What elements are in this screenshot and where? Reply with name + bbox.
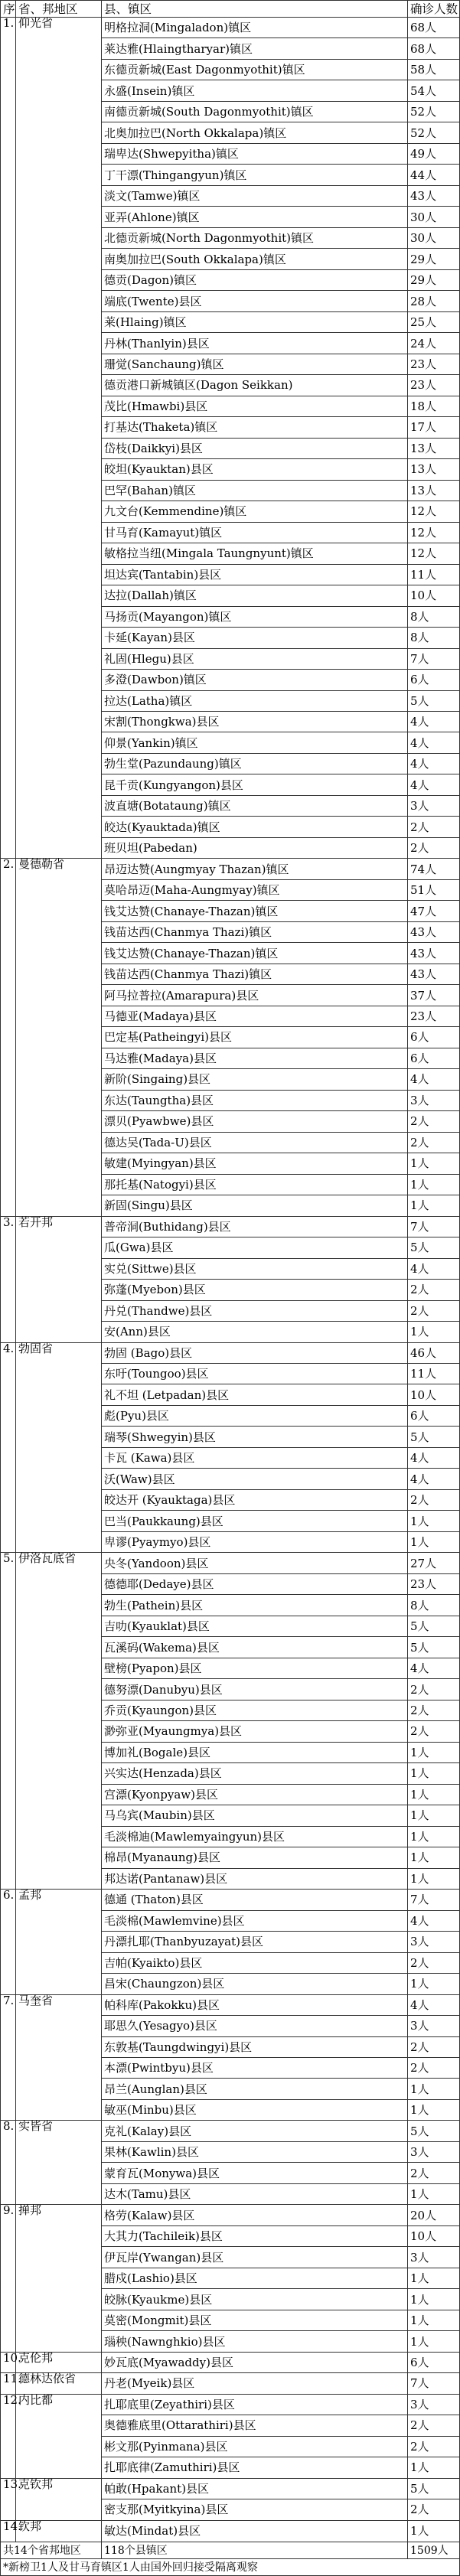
case-count-cell: 23人	[408, 1006, 460, 1026]
case-count-cell: 5人	[408, 1637, 460, 1658]
case-count-cell: 29人	[408, 269, 460, 290]
township-cell: 勃生堂(Pazundaung)镇区	[102, 753, 408, 774]
case-count-cell: 29人	[408, 249, 460, 269]
group-state-name: 克伦邦	[16, 2352, 102, 2372]
group-number: 13.	[1, 2478, 16, 2520]
case-count-cell: 43人	[408, 185, 460, 206]
township-cell: 拉达(Latha)镇区	[102, 690, 408, 711]
case-count-cell: 2人	[408, 1700, 460, 1720]
case-count-cell: 12人	[408, 501, 460, 522]
case-count-cell: 18人	[408, 396, 460, 416]
township-cell: 帕敢(Hpakant)县区	[102, 2478, 408, 2499]
case-count-cell: 6人	[408, 2352, 460, 2372]
total-towns: 118个县镇区	[102, 2542, 408, 2559]
group-number: 3.	[1, 1216, 16, 1342]
case-count-cell: 1人	[408, 1153, 460, 1174]
case-count-cell: 4人	[408, 732, 460, 753]
case-count-cell: 6人	[408, 670, 460, 690]
case-count-cell: 3人	[408, 1090, 460, 1110]
case-count-cell: 1人	[408, 1847, 460, 1868]
case-count-cell: 10人	[408, 2225, 460, 2246]
case-count-cell: 4人	[408, 1910, 460, 1931]
group-state-name: 勃固省	[16, 1342, 102, 1553]
township-cell: 昆千贡(Kungyangon)县区	[102, 774, 408, 795]
township-cell: 伊瓦岸(Ywangan)县区	[102, 2247, 408, 2268]
township-cell: 多澄(Dawbon)镇区	[102, 670, 408, 690]
township-cell: 勃固 (Bago)县区	[102, 1342, 408, 1363]
case-count-cell: 2人	[408, 1280, 460, 1300]
township-cell: 瑙秧(Nawnghkio)县区	[102, 2331, 408, 2352]
group-number: 5.	[1, 1553, 16, 1890]
township-cell: 瓦溪码(Wakema)县区	[102, 1637, 408, 1658]
group-state-name: 若开邦	[16, 1216, 102, 1342]
case-count-cell: 3人	[408, 1932, 460, 1952]
township-cell: 卑谬(Pyaymyo)县区	[102, 1531, 408, 1552]
case-count-cell: 68人	[408, 38, 460, 59]
township-cell: 那托基(Natogyi)县区	[102, 1174, 408, 1195]
case-count-cell: 1人	[408, 1763, 460, 1784]
township-cell: 钱苗达西(Chanmya Thazi)镇区	[102, 921, 408, 942]
case-count-cell: 25人	[408, 311, 460, 332]
township-cell: 北德贡新城(North Dagonmyothit)镇区	[102, 227, 408, 248]
township-cell: 东德贡新城(East Dagonmyothit)镇区	[102, 59, 408, 80]
case-count-cell: 23人	[408, 1573, 460, 1594]
case-count-cell: 2人	[408, 837, 460, 858]
case-count-cell: 6人	[408, 1405, 460, 1426]
township-cell: 达木(Tamu)县区	[102, 2183, 408, 2204]
case-count-cell: 5人	[408, 2478, 460, 2499]
case-count-cell: 3人	[408, 2016, 460, 2036]
group-state-name: 实皆省	[16, 2121, 102, 2205]
case-count-cell: 2人	[408, 1952, 460, 1973]
township-cell: 卡延(Kayan)县区	[102, 628, 408, 648]
case-count-cell: 10人	[408, 585, 460, 606]
case-count-cell: 1人	[408, 2457, 460, 2478]
township-cell: 德贡港口新城镇区(Dagon Seikkan)	[102, 375, 408, 396]
case-count-cell: 2人	[408, 2163, 460, 2183]
township-cell: 皎坦(Kyauktan)县区	[102, 459, 408, 480]
table-row	[1, 1553, 460, 1573]
group-number: 14.	[1, 2520, 16, 2542]
case-count-cell: 2人	[408, 2057, 460, 2078]
township-cell: 本漂(Pwintbyu)县区	[102, 2057, 408, 2078]
case-count-cell: 52人	[408, 122, 460, 143]
case-count-cell: 11人	[408, 564, 460, 585]
township-cell: 九文台(Kemmendine)镇区	[102, 501, 408, 522]
township-cell: 宋割(Thongkwa)县区	[102, 711, 408, 732]
township-cell: 南德贡新城(South Dagonmyothit)镇区	[102, 101, 408, 122]
township-cell: 北奥加拉巴(North Okkalapa)镇区	[102, 122, 408, 143]
table-row	[1, 2352, 460, 2372]
case-count-cell: 58人	[408, 59, 460, 80]
township-cell: 淡文(Tamwe)镇区	[102, 185, 408, 206]
case-count-cell: 1人	[408, 1531, 460, 1552]
case-count-cell: 10人	[408, 1384, 460, 1405]
group-number: 4.	[1, 1342, 16, 1553]
township-cell: 安(Ann)县区	[102, 1322, 408, 1342]
group-number: 10.	[1, 2352, 16, 2372]
township-cell: 莱达雅(Hlaingtharyar)镇区	[102, 38, 408, 59]
township-cell: 奥德雅底里(Ottarathiri)县区	[102, 2415, 408, 2436]
case-count-cell: 74人	[408, 859, 460, 879]
case-count-cell: 23人	[408, 375, 460, 396]
township-cell: 央冬(Yandoon)县区	[102, 1553, 408, 1573]
township-cell: 皎达(Kyauktada)镇区	[102, 817, 408, 837]
total-row	[1, 2542, 460, 2559]
township-cell: 克礼(Kalay)县区	[102, 2121, 408, 2141]
group-state-name: 克钦邦	[16, 2478, 102, 2520]
group-state-name: 德林达依省	[16, 2373, 102, 2394]
group-state-name: 孟邦	[16, 1890, 102, 1994]
case-count-cell: 13人	[408, 459, 460, 480]
case-count-cell: 1人	[408, 1805, 460, 1826]
township-cell: 打基达(Thaketa)镇区	[102, 417, 408, 438]
township-cell: 仰景(Yankin)镇区	[102, 732, 408, 753]
township-cell: 蒙育瓦(Monywa)县区	[102, 2163, 408, 2183]
case-count-cell: 54人	[408, 80, 460, 101]
case-count-cell: 2人	[408, 1300, 460, 1321]
case-count-cell: 1人	[408, 1174, 460, 1195]
case-count-cell: 2人	[408, 817, 460, 837]
township-cell: 丁干漂(Thingangyun)镇区	[102, 165, 408, 185]
header-town: 县、镇区	[102, 1, 408, 18]
township-cell: 甘马育(Kamayut)镇区	[102, 522, 408, 543]
case-count-cell: 5人	[408, 690, 460, 711]
case-count-cell: 6人	[408, 1027, 460, 1048]
township-cell: 皎达开 (Kyauktaga)县区	[102, 1489, 408, 1510]
case-count-cell: 51人	[408, 879, 460, 900]
township-cell: 丹漂扎耶(Thanbyuzayat)县区	[102, 1932, 408, 1952]
case-count-cell: 1人	[408, 1826, 460, 1847]
township-cell: 巴罕(Bahan)镇区	[102, 480, 408, 501]
group-state-name: 仰光省	[16, 18, 102, 859]
township-cell: 钱苗达西(Chanmya Thazi)镇区	[102, 964, 408, 984]
township-cell: 毛淡棉(Mawlemvine)县区	[102, 1910, 408, 1931]
case-count-cell: 1人	[408, 1868, 460, 1889]
group-number: 6.	[1, 1890, 16, 1994]
case-count-cell: 5人	[408, 1616, 460, 1636]
case-count-cell: 43人	[408, 921, 460, 942]
township-cell: 沃(Waw)县区	[102, 1469, 408, 1489]
township-cell: 敏巫(Minbu)县区	[102, 2099, 408, 2120]
case-count-cell: 2人	[408, 1489, 460, 1510]
case-count-cell: 4人	[408, 1658, 460, 1678]
township-cell: 巴当(Paukkaung)县区	[102, 1511, 408, 1531]
township-cell: 敏建(Myingyan)县区	[102, 1153, 408, 1174]
case-count-cell: 6人	[408, 1048, 460, 1068]
township-cell: 瑞卑达(Shwepyitha)镇区	[102, 143, 408, 164]
group-number: 2.	[1, 859, 16, 1216]
township-cell: 大其力(Tachileik)县区	[102, 2225, 408, 2246]
group-number: 7.	[1, 1994, 16, 2121]
township-cell: 彪(Pyu)县区	[102, 1405, 408, 1426]
group-number: 11.	[1, 2373, 16, 2394]
case-count-cell: 2人	[408, 2436, 460, 2457]
township-cell: 东吁(Toungoo)县区	[102, 1364, 408, 1384]
case-count-cell: 3人	[408, 2247, 460, 2268]
table-row	[1, 1994, 460, 2015]
township-cell: 钱艾达赞(Chanaye-Thazan)镇区	[102, 901, 408, 921]
case-count-cell: 44人	[408, 165, 460, 185]
case-count-cell: 4人	[408, 1258, 460, 1279]
case-count-cell: 2人	[408, 1111, 460, 1132]
township-cell: 漂贝(Pyawbwe)县区	[102, 1111, 408, 1132]
township-cell: 扎耶底里(Zeyathiri)县区	[102, 2394, 408, 2415]
case-count-cell: 5人	[408, 2121, 460, 2141]
township-cell: 弥蓬(Myebon)县区	[102, 1280, 408, 1300]
table-row	[1, 1342, 460, 1363]
case-count-cell: 2人	[408, 1132, 460, 1153]
case-count-cell: 17人	[408, 417, 460, 438]
case-count-cell: 3人	[408, 795, 460, 816]
case-count-cell: 3人	[408, 2141, 460, 2162]
case-count-cell: 2人	[408, 1721, 460, 1742]
township-cell: 丹老(Myeik)县区	[102, 2373, 408, 2394]
township-cell: 瓜(Gwa)县区	[102, 1237, 408, 1258]
table-row	[1, 1890, 460, 1910]
case-count-cell: 7人	[408, 648, 460, 669]
case-count-cell: 3人	[408, 2394, 460, 2415]
case-count-cell: 8人	[408, 628, 460, 648]
table-row	[1, 1216, 460, 1237]
case-count-cell: 47人	[408, 901, 460, 921]
case-count-cell: 28人	[408, 291, 460, 311]
case-count-cell: 5人	[408, 1427, 460, 1447]
table-row	[1, 2205, 460, 2225]
township-cell: 邦达诺(Pantanaw)县区	[102, 1868, 408, 1889]
case-count-cell: 20人	[408, 2205, 460, 2225]
case-count-cell: 1人	[408, 2331, 460, 2352]
township-cell: 波直塘(Botataung)镇区	[102, 795, 408, 816]
township-cell: 珊觉(Sanchaung)镇区	[102, 354, 408, 374]
township-cell: 东敦基(Taungdwingyi)县区	[102, 2036, 408, 2057]
case-count-cell: 30人	[408, 207, 460, 227]
township-cell: 马乌宾(Maubin)县区	[102, 1805, 408, 1826]
township-cell: 实兑(Sittwe)县区	[102, 1258, 408, 1279]
case-count-cell: 1人	[408, 2310, 460, 2330]
township-cell: 吉帕(Kyaikto)县区	[102, 1952, 408, 1973]
township-cell: 扎耶底律(Zamuthiri)县区	[102, 2457, 408, 2478]
table-row	[1, 2373, 460, 2394]
header-state: 省、邦地区	[16, 1, 102, 18]
case-count-cell: 12人	[408, 522, 460, 543]
table-row	[1, 859, 460, 879]
case-count-cell: 1人	[408, 2268, 460, 2288]
township-cell: 彬文那(Pyinmana)县区	[102, 2436, 408, 2457]
case-count-cell: 1人	[408, 2099, 460, 2120]
case-count-cell: 13人	[408, 438, 460, 458]
group-number: 1.	[1, 18, 16, 859]
township-cell: 渺弥亚(Myaungmya)县区	[102, 1721, 408, 1742]
header-row	[1, 1, 460, 18]
case-count-cell: 37人	[408, 985, 460, 1006]
case-count-cell: 12人	[408, 543, 460, 564]
footnote: *新榜卫1人及甘马育镇区1人由国外回归接受隔离观察	[1, 2559, 460, 2576]
case-count-cell: 43人	[408, 943, 460, 964]
group-number: 9.	[1, 2205, 16, 2352]
township-cell: 明格拉洞(Mingaladon)镇区	[102, 18, 408, 38]
case-count-cell: 1人	[408, 1322, 460, 1342]
header-count: 确诊人数	[408, 1, 460, 18]
note-row	[1, 2559, 460, 2576]
case-count-cell: 4人	[408, 1994, 460, 2015]
township-cell: 妙瓦底(Myawaddy)县区	[102, 2352, 408, 2372]
case-count-cell: 1人	[408, 2289, 460, 2310]
group-number: 12.	[1, 2394, 16, 2478]
case-count-cell: 8人	[408, 606, 460, 627]
case-count-cell: 2人	[408, 2415, 460, 2436]
group-number: 8.	[1, 2121, 16, 2205]
case-count-cell: 4人	[408, 711, 460, 732]
township-cell: 亚弄(Ahlone)镇区	[102, 207, 408, 227]
case-count-cell: 1人	[408, 1974, 460, 1994]
case-count-cell: 4人	[408, 1469, 460, 1489]
case-count-cell: 30人	[408, 227, 460, 248]
case-count-cell: 5人	[408, 1237, 460, 1258]
case-count-cell: 43人	[408, 964, 460, 984]
township-cell: 德德耶(Dedaye)县区	[102, 1573, 408, 1594]
group-state-name: 内比都	[16, 2394, 102, 2478]
township-cell: 茂比(Hmawbi)县区	[102, 396, 408, 416]
case-count-cell: 4人	[408, 774, 460, 795]
township-cell: 腊戍(Lashio)县区	[102, 2268, 408, 2288]
township-cell: 果林(Kawlin)县区	[102, 2141, 408, 2162]
township-cell: 吉叻(Kyauklat)县区	[102, 1616, 408, 1636]
case-count-cell: 49人	[408, 143, 460, 164]
header-num: 序	[1, 1, 16, 18]
township-cell: 莱(Hlaing)镇区	[102, 311, 408, 332]
township-cell: 昌宋(Chaungzon)县区	[102, 1974, 408, 1994]
case-count-cell: 23人	[408, 354, 460, 374]
township-cell: 皎脉(Kyaukme)县区	[102, 2289, 408, 2310]
case-count-cell: 1人	[408, 1195, 460, 1216]
group-state-name: 曼德勒省	[16, 859, 102, 1216]
township-cell: 丹林(Thanlyin)县区	[102, 333, 408, 354]
township-cell: 宫漂(Kyonpyaw)县区	[102, 1784, 408, 1805]
township-cell: 德达吴(Tada-U)县区	[102, 1132, 408, 1153]
case-count-cell: 2人	[408, 2499, 460, 2520]
township-cell: 坦达宾(Tantabin)县区	[102, 564, 408, 585]
case-count-cell: 68人	[408, 18, 460, 38]
case-count-cell: 7人	[408, 2373, 460, 2394]
case-count-cell: 52人	[408, 101, 460, 122]
township-cell: 昂迈达赞(Aungmyay Thazan)镇区	[102, 859, 408, 879]
case-count-cell: 4人	[408, 1447, 460, 1468]
case-count-cell: 1人	[408, 1784, 460, 1805]
case-count-cell: 2人	[408, 2036, 460, 2057]
table-row	[1, 18, 460, 38]
township-cell: 博加礼(Bogale)县区	[102, 1742, 408, 1762]
township-cell: 壁榜(Pyapon)县区	[102, 1658, 408, 1678]
township-cell: 永盛(Insein)镇区	[102, 80, 408, 101]
township-cell: 班贝坦(Pabedan)	[102, 837, 408, 858]
case-count-cell: 27人	[408, 1553, 460, 1573]
township-cell: 马达雅(Madaya)县区	[102, 1048, 408, 1068]
table-row	[1, 2520, 460, 2542]
total-count: 1509人	[408, 2542, 460, 2559]
township-cell: 莫哈昂迈(Maha-Aungmyay)镇区	[102, 879, 408, 900]
case-count-cell: 4人	[408, 1069, 460, 1090]
case-count-cell: 1人	[408, 1742, 460, 1762]
case-count-cell: 7人	[408, 1890, 460, 1910]
township-cell: 敏格拉当纽(Mingala Taungnyunt)镇区	[102, 543, 408, 564]
case-count-cell: 1人	[408, 1511, 460, 1531]
group-state-name: 马奎省	[16, 1994, 102, 2121]
township-cell: 礼不坦 (Letpadan)县区	[102, 1384, 408, 1405]
township-cell: 岱枝(Daikkyi)县区	[102, 438, 408, 458]
township-cell: 密支那(Myitkyina)县区	[102, 2499, 408, 2520]
table-row	[1, 2121, 460, 2141]
case-count-cell: 1人	[408, 2079, 460, 2099]
township-cell: 钱艾达赞(Chanaye-Thazan)镇区	[102, 943, 408, 964]
township-cell: 阿马拉普拉(Amarapura)县区	[102, 985, 408, 1006]
township-cell: 普帝洞(Buthidang)县区	[102, 1216, 408, 1237]
township-cell: 勃生(Pathein)县区	[102, 1595, 408, 1616]
case-count-cell: 7人	[408, 1216, 460, 1237]
township-cell: 马德亚(Madaya)县区	[102, 1006, 408, 1026]
township-cell: 毛淡棉迪(Mawlemyaingyun)县区	[102, 1826, 408, 1847]
case-count-cell: 46人	[408, 1342, 460, 1363]
township-cell: 巴定基(Patheingyi)县区	[102, 1027, 408, 1048]
township-cell: 丹兑(Thandwe)县区	[102, 1300, 408, 1321]
table-row	[1, 2394, 460, 2415]
township-cell: 礼固(Hlegu)县区	[102, 648, 408, 669]
township-cell: 德贡(Dagon)镇区	[102, 269, 408, 290]
group-state-name: 伊洛瓦底省	[16, 1553, 102, 1890]
table-body	[1, 18, 460, 2542]
township-cell: 敏达(Mindat)县区	[102, 2520, 408, 2542]
case-count-cell: 13人	[408, 480, 460, 501]
case-count-cell: 24人	[408, 333, 460, 354]
township-cell: 达拉(Dallah)镇区	[102, 585, 408, 606]
group-state-name: 掸邦	[16, 2205, 102, 2352]
township-cell: 瑞琴(Shwegyin)县区	[102, 1427, 408, 1447]
township-cell: 莫密(Mongmit)县区	[102, 2310, 408, 2330]
township-cell: 马扬贡(Mayangon)镇区	[102, 606, 408, 627]
township-cell: 昂兰(Aunglan)县区	[102, 2079, 408, 2099]
township-cell: 南奥加拉巴(South Okkalapa)镇区	[102, 249, 408, 269]
township-cell: 东达(Taungtha)县区	[102, 1090, 408, 1110]
township-cell: 乔贡(Kyaungon)县区	[102, 1700, 408, 1720]
case-count-cell: 2人	[408, 1679, 460, 1700]
case-count-cell: 1人	[408, 2520, 460, 2542]
township-cell: 格劳(Kalaw)县区	[102, 2205, 408, 2225]
township-cell: 德通 (Thaton)县区	[102, 1890, 408, 1910]
township-cell: 新阶(Singaing)县区	[102, 1069, 408, 1090]
township-cell: 耶思久(Yesagyo)县区	[102, 2016, 408, 2036]
township-cell: 兴实达(Henzada)县区	[102, 1763, 408, 1784]
township-cell: 棉昂(Myanaung)县区	[102, 1847, 408, 1868]
case-count-cell: 8人	[408, 1595, 460, 1616]
township-cell: 新固(Singu)县区	[102, 1195, 408, 1216]
township-cell: 卡瓦 (Kawa)县区	[102, 1447, 408, 1468]
group-state-name: 钦邦	[16, 2520, 102, 2542]
township-cell: 端底(Twente)县区	[102, 291, 408, 311]
township-cell: 德努漂(Danubyu)县区	[102, 1679, 408, 1700]
total-states: 共14个省邦地区	[1, 2542, 102, 2559]
case-count-cell: 1人	[408, 2183, 460, 2204]
township-cell: 帕科库(Pakokku)县区	[102, 1994, 408, 2015]
case-count-cell: 4人	[408, 753, 460, 774]
case-count-cell: 11人	[408, 1364, 460, 1384]
table-row	[1, 2478, 460, 2499]
